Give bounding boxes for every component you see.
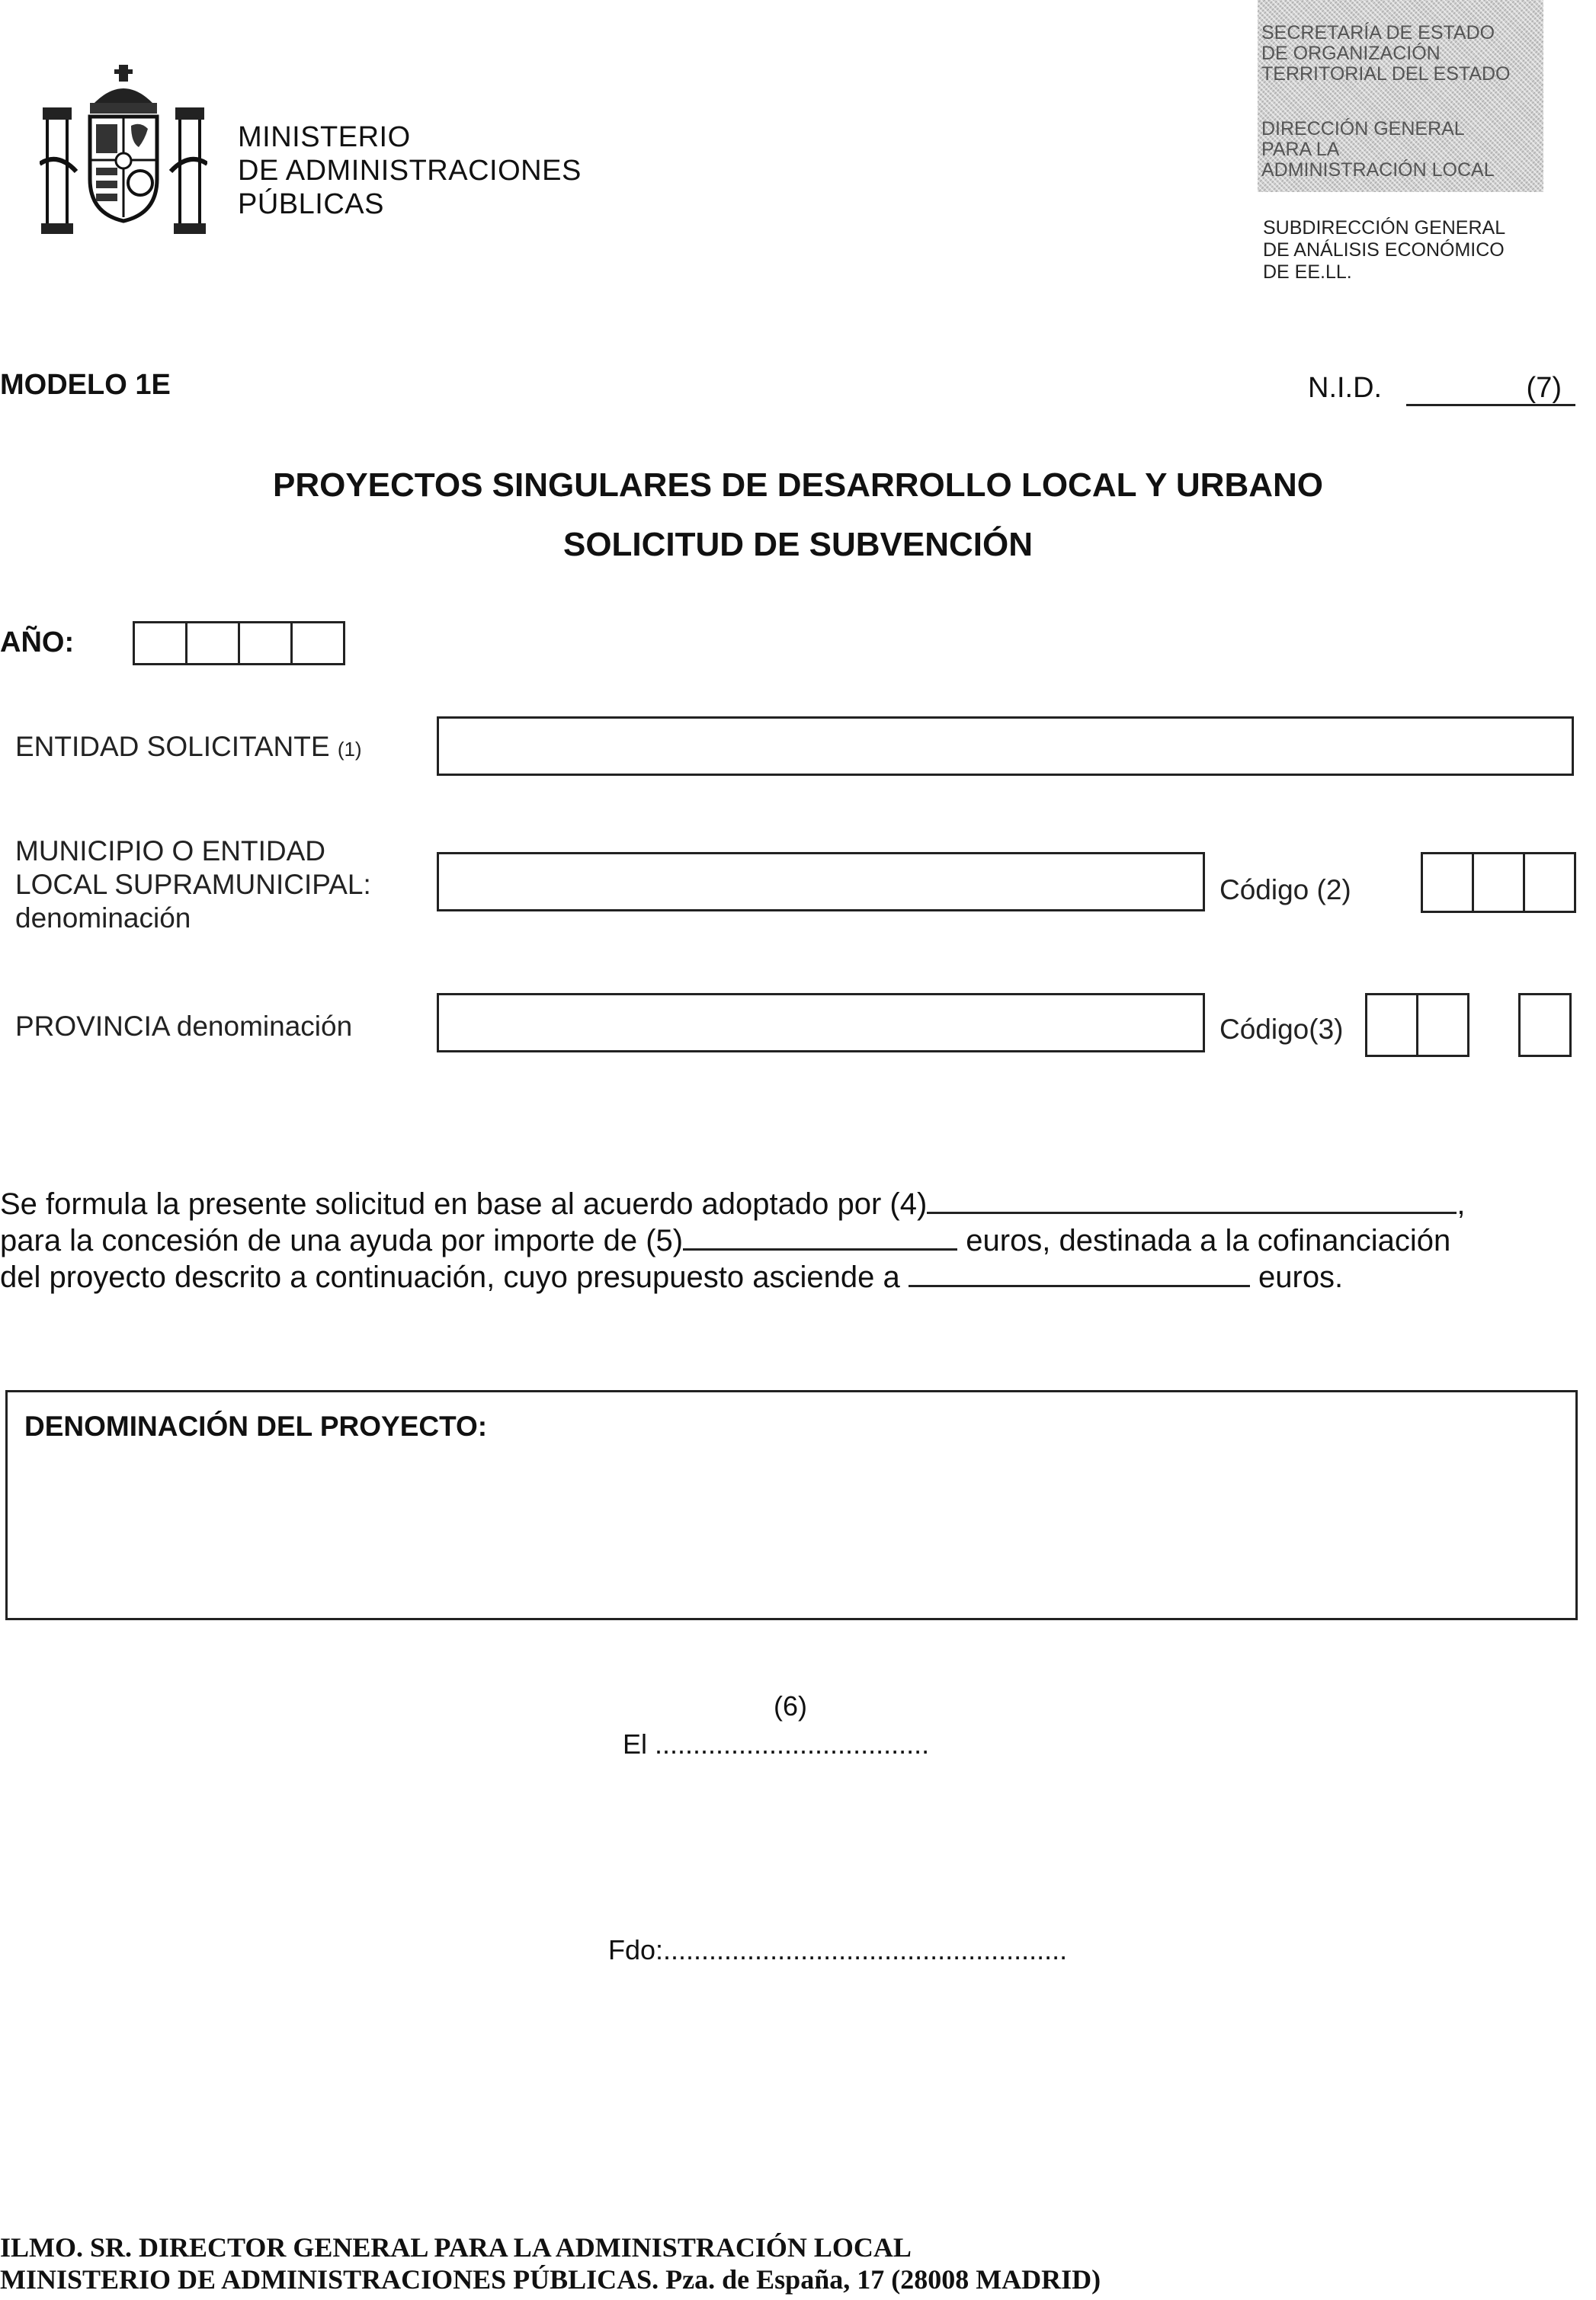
statement-text: del proyecto descrito a continuación, cuyo presupuesto asciende a [0,1261,900,1294]
code2-digit-cell[interactable] [1472,852,1525,913]
stamp-line: ADMINISTRACIÓN LOCAL [1261,159,1495,181]
form-subtitle: SOLICITUD DE SUBVENCIÓN [562,526,1034,563]
year-digit-cell[interactable] [185,621,240,665]
entity-label-text: ENTIDAD SOLICITANTE [15,731,330,762]
municipality-label-line: LOCAL SUPRAMUNICIPAL: [15,869,371,900]
code3-digit-cell[interactable] [1416,993,1469,1057]
nid-note: (7) [1526,372,1562,404]
budget-blank[interactable] [909,1259,1250,1287]
stamp-line: DIRECCIÓN GENERAL [1261,118,1465,139]
statement-text: Se formula la presente solicitud en base al acuerdo adoptado por (4) [0,1187,928,1221]
subdirection-line: SUBDIRECCIÓN GENERAL [1263,217,1506,239]
code2-digit-cell[interactable] [1523,852,1576,913]
subdirection [1263,217,1505,283]
municipality-input[interactable] [437,852,1205,911]
model-label: MODELO 1E [0,369,171,401]
province-label: PROVINCIA denominación [15,1011,353,1042]
code2-digit-cell[interactable] [1421,852,1474,913]
secretariat-stamp [1258,0,1543,192]
entity-note: (1) [337,738,362,761]
year-digit-cell[interactable] [290,621,345,665]
stamp-line: PARA LA [1261,139,1340,160]
entity-label [15,730,362,766]
footer-address: MINISTERIO DE ADMINISTRACIONES PÚBLICAS. Pza. de España, 17 (28008 MADRID) [0,2264,1101,2295]
signature-el-line[interactable]: El .................................... [623,1728,930,1760]
statement-line-1 [0,1186,1465,1222]
form-title: PROYECTOS SINGULARES DE DESARROLLO LOCAL Y URBANO [272,466,1323,504]
code3-label: Código(3) [1219,1014,1344,1045]
year-digit-cell[interactable] [238,621,293,665]
ministry-line: PÚBLICAS [238,188,384,220]
coat-of-arms-icon [40,57,207,240]
ministry-line: MINISTERIO [238,121,411,153]
municipality-label-line: MUNICIPIO O ENTIDAD [15,835,326,867]
signature-fdo-line[interactable]: Fdo:..................................................... [608,1934,1068,1965]
subdirection-line: DE EE.LL. [1263,261,1352,283]
entity-input[interactable] [437,716,1574,776]
statement-text: euros. [1258,1261,1344,1294]
project-name-box[interactable] [5,1390,1578,1620]
stamp-line: DE ORGANIZACIÓN [1261,43,1441,64]
statement-comma: , [1457,1187,1466,1221]
year-digit-cell[interactable] [133,621,187,665]
ministry-name [238,120,582,221]
statement-text: para la concesión de una ayuda por importe de (5) [0,1224,684,1257]
province-input[interactable] [437,993,1205,1052]
year-label: AÑO: [0,626,75,658]
agreement-blank[interactable] [927,1186,1457,1214]
stamp-line: SECRETARÍA DE ESTADO [1261,22,1495,43]
nid-field[interactable] [1406,370,1575,406]
footer-addressee: ILMO. SR. DIRECTOR GENERAL PARA LA ADMINISTRACIÓN LOCAL [0,2232,912,2263]
code2-label: Código (2) [1219,874,1351,905]
subdirection-line: DE ANÁLISIS ECONÓMICO [1263,239,1505,261]
amount-blank[interactable] [683,1222,957,1251]
statement-line-2 [0,1222,1450,1259]
project-name-label: DENOMINACIÓN DEL PROYECTO: [24,1411,488,1442]
municipality-label-line: denominación [15,902,191,934]
stamp-line: TERRITORIAL DEL ESTADO [1261,63,1511,85]
statement-text: euros, destinada a la cofinanciación [966,1224,1451,1257]
statement-line-3 [0,1259,1343,1296]
ministry-line: DE ADMINISTRACIONES [238,155,582,187]
municipality-label [15,834,371,935]
nid-label: N.I.D. [1308,372,1383,404]
signature-note: (6) [774,1690,807,1722]
code3-digit-cell[interactable] [1365,993,1418,1057]
code3-digit-cell[interactable] [1518,993,1572,1057]
